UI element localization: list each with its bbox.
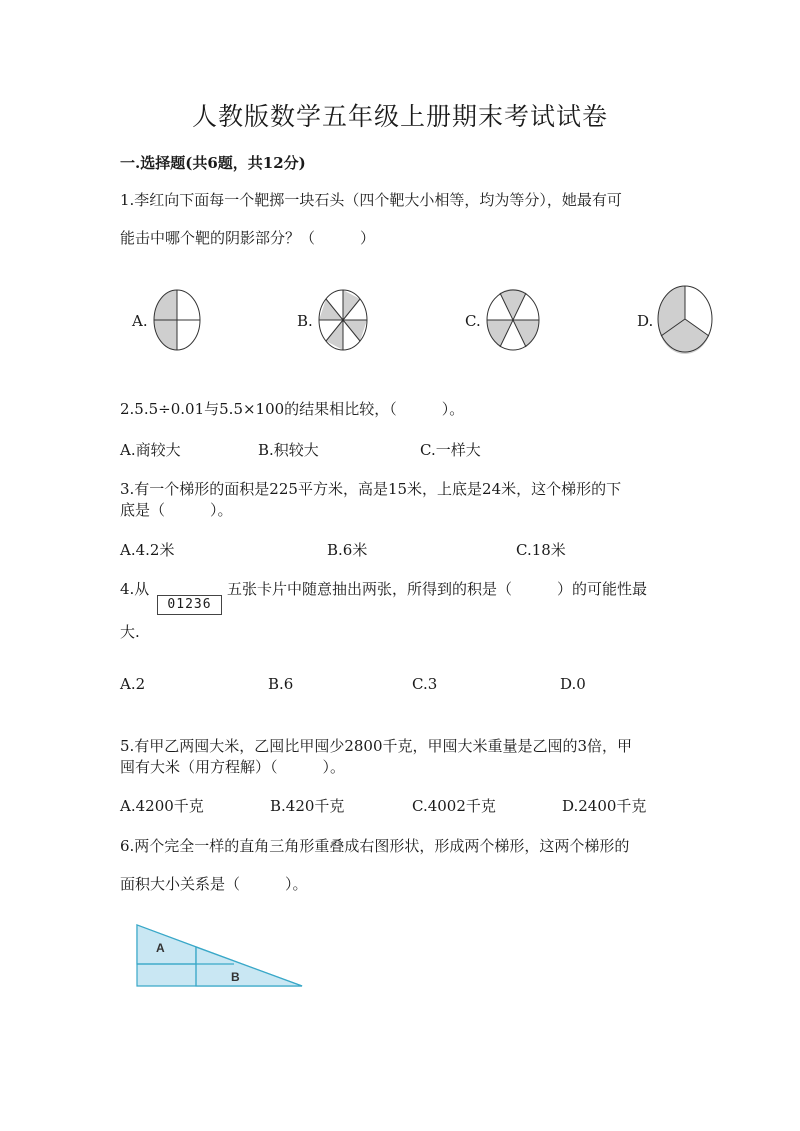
target-d-figure [656, 284, 714, 354]
question-2: 2.5.5÷0.01与5.5×100的结果相比较，（ ）。 [120, 400, 465, 418]
trapezoid-a [137, 925, 196, 964]
section-heading: 一.选择题(共6题，共12分) [120, 154, 306, 172]
q4-option-c: C.3 [412, 675, 438, 693]
question-3-line-1: 3.有一个梯形的面积是225平方米，高是15米，上底是24米，这个梯形的下 [120, 480, 622, 498]
q5-option-c: C.4002千克 [412, 797, 496, 815]
q2-option-a: A.商较大 [120, 441, 181, 459]
q5-option-a: A.4200千克 [120, 797, 204, 815]
q3-option-b: B.6米 [327, 541, 368, 559]
target-c-figure [485, 288, 541, 352]
overlapping-triangles-figure [134, 922, 306, 992]
q4-option-d: D.0 [560, 675, 586, 693]
q1-label-a: A. [132, 312, 148, 330]
q1-label-b: B. [297, 312, 313, 330]
question-1-line-2: 能击中哪个靶的阴影部分？（ ） [120, 229, 376, 247]
q4-option-b: B.6 [268, 675, 294, 693]
q2-option-b: B.积较大 [258, 441, 319, 459]
q1-label-c: C. [465, 312, 481, 330]
q4-option-a: A.2 [120, 675, 146, 693]
trapezoid-b [196, 947, 302, 986]
question-4-prefix: 4.从 [120, 580, 150, 598]
question-1-line-1: 1.李红向下面每一个靶掷一块石头（四个靶大小相等，均为等分），她最有可 [120, 191, 622, 209]
q5-option-d: D.2400千克 [562, 797, 647, 815]
number-cards: 01236 [157, 595, 222, 615]
label-b: B [231, 970, 240, 984]
q5-option-b: B.420千克 [270, 797, 345, 815]
q3-option-a: A.4.2米 [120, 541, 175, 559]
q2-option-c: C.一样大 [420, 441, 481, 459]
question-5-line-2: 囤有大米（用方程解）（ ）。 [120, 758, 346, 776]
question-6-line-2: 面积大小关系是（ ）。 [120, 875, 308, 893]
q1-label-d: D. [637, 312, 654, 330]
question-4-suffix: 五张卡片中随意抽出两张，所得到的积是（ ）的可能性最 [227, 580, 648, 598]
question-4-line-2: 大. [120, 623, 140, 641]
question-5-line-1: 5.有甲乙两囤大米，乙囤比甲囤少2800千克，甲囤大米重量是乙囤的3倍，甲 [120, 737, 633, 755]
target-b-figure [317, 288, 369, 352]
page-title: 人教版数学五年级上册期末考试试卷 [191, 102, 608, 131]
target-a-figure [152, 288, 202, 352]
question-3-line-2: 底是（ ）。 [120, 501, 233, 519]
label-a: A [156, 941, 165, 955]
question-6-line-1: 6.两个完全一样的直角三角形重叠成右图形状，形成两个梯形，这两个梯形的 [120, 837, 630, 855]
q3-option-c: C.18米 [516, 541, 566, 559]
